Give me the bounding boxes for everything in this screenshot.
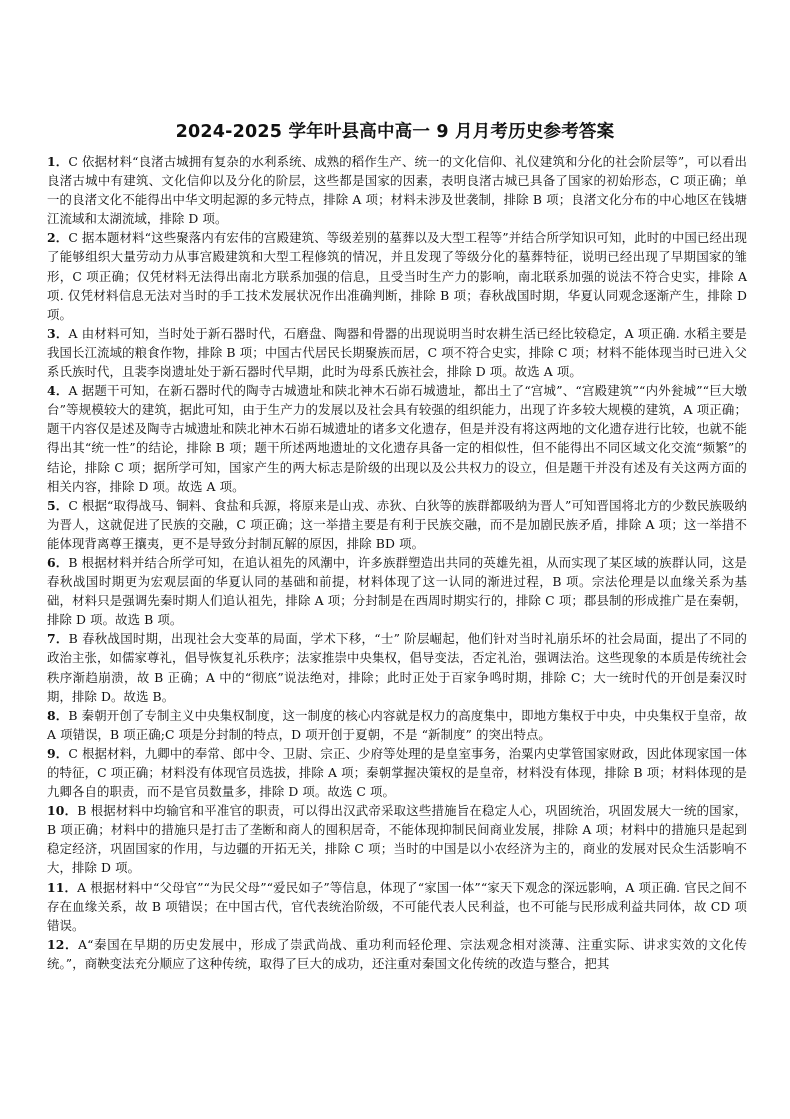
item-number: 1． <box>47 154 69 169</box>
item-number: 10． <box>47 803 78 819</box>
item-number: 2． <box>47 230 69 246</box>
item-number: 9． <box>47 745 69 761</box>
item-text: B 根据材料中均输官和平准官的职责，可以得出汉武帝采取这些措施旨在稳定人心，巩固统治，巩固发展大一统的国家，B 项正确；材料中的措施只是打击了垄断和商人的囤积居奇，不能体现抑制民间商业发展，排除 A 项；材料中的措施只是起到稳定经济，巩固国家的作用，与边疆的开拓无关，排除 C 项；当时的中国是以小农经济为主的，商业的发展对民众生活影响不大，排除 D 项。 <box>47 803 748 876</box>
item-text: B 秦朝开创了专制主义中央集权制度，这一制度的核心内容就是权力的高度集中，即地方集权于中央，中央集权于皇帝，故 A 项错误，B 项正确;C 项是分封制的特点，D 项开创于夏朝，不是 “新制度” 的突出特点。 <box>47 707 747 742</box>
answer-item-2 <box>47 228 747 323</box>
item-text: B 根据材料并结合所学可知，在追认祖先的风潮中，许多族群塑造出共同的英雄先祖，从而实现了某区域的族群认同，这是春秋战国时期更为宏观层面的华夏认同的基础和前提，材料体现了这一认同的渐进过程，B 项。宗法伦理是以血缘关系为基础，材料只是强调先秦时期人们追认祖先，排除 A 项；分封制是在西周时期实行的，排除 C 项；郡县制的形成推广是在秦朝，排除 D 项。故选 B 项。 <box>47 554 747 628</box>
document-title: 2024-2025 学年叶县高中高一 9 月月考历史参考答案 <box>175 122 615 142</box>
answer-item-3 <box>47 324 747 381</box>
item-text: C 依据材料“良渚古城拥有复杂的水利系统、成熟的稻作生产、统一的文化信仰、礼仪建筑和分化的社会阶层等”，可以看出良渚古城中有建筑、文化信仰以及分化的阶层，这些都是国家的因素，表明良渚古城已具备了国家的初始形态，C 项正确；单一的良渚文化不能得出中华文明起源的多元特点，排除 A 项；材料未涉及世袭制，排除 B 项；良渚文化分布的中心地区在钱塘江流域和太湖流域，排除 D 项。 <box>47 154 747 227</box>
answer-item-8 <box>47 706 747 744</box>
item-text: C 据本题材料“这些聚落内有宏伟的宫殿建筑、等级差别的墓葬以及大型工程等”并结合所学知识可知，此时的中国已经出现了能够组织大量劳动力从事宫殿建筑和大型工程修筑的情况，并且发现了等级分化的墓葬特征，说明已经出现了早期国家的雏形，C 项正确；仅凭材料无法得出南北方联系加强的信息，且受当时生产力的影响，南北联系加强的说法不符合史实，排除 A 项. 仅凭材料信息无法对当时的手工技术发展状况作出准确判断，排除 B 项；春秋战国时期，华夏认同观念逐渐产生，排除 D 项。 <box>47 230 747 322</box>
item-text: B 春秋战国时期，出现社会大变革的局面，学术下移，“士” 阶层崛起，他们针对当时礼崩乐坏的社会局面，提出了不同的政治主张，如儒家尊礼，倡导恢复礼乐秩序；法家推崇中央集权，倡导变法，否定礼治，强调法治。这些现象的本质是传统社会秩序渐趋崩溃，故 B 正确；A 中的“彻底”说法绝对，排除；此时正处于百家争鸣时期，排除 C；大一统时代的开创是秦汉时期，排除 D。故选 B。 <box>47 631 747 704</box>
item-number: 5． <box>47 497 69 513</box>
answer-item-7 <box>47 629 747 705</box>
answer-item-12 <box>47 935 747 973</box>
item-text: C 根据“取得战马、铜料、食盐和兵源，将原来是山戎、赤狄、白狄等的族群都吸纳为晋人”可知晋国将北方的少数民族吸纳为晋人，这就促进了民族的交融，C 项正确；这一举措主要是有利于民族交融，而不是加剧民族矛盾，排除 A 项；这一举措不能体现背离尊王攘夷，更不是导致分封制瓦解的原因，排除 BD 项。 <box>47 497 747 551</box>
item-number: 3． <box>47 325 69 341</box>
item-number: 12． <box>47 936 79 952</box>
answer-item-5 <box>47 496 747 553</box>
item-number: 4． <box>47 383 69 399</box>
answer-item-11 <box>47 878 747 935</box>
item-text: A 由材料可知，当时处于新石器时代，石磨盘、陶器和骨器的出现说明当时农耕生活已经比较稳定，A 项正确. 水稻主要是我国长江流域的粮食作物，排除 B 项；中国古代居民长期聚族而居，C 项不符合史实，排除 C 项；材料不能体现当时已进入父系氏族时代，且裴李岗遗址处于新石器时代早期，此时为母系氏族社会，排除 D 项。故选 A 项。 <box>47 325 747 380</box>
answer-item-10 <box>47 801 747 877</box>
item-text: C 根据材料，九卿中的奉常、郎中令、卫尉、宗正、少府等处理的是皇室事务，治粟内史掌管国家财政，因此体现家国一体的特征，C 项正确；材料没有体现官员选拔，排除 A 项；秦朝掌握决策权的是皇帝，材料没有体现，排除 B 项；材料体现的是九卿各自的职责，而不是官员数量多，排除 D 项。故选 C 项。 <box>47 745 747 800</box>
answer-item-9 <box>47 744 747 801</box>
answer-item-6 <box>47 553 747 629</box>
item-number: 6． <box>47 554 69 570</box>
item-number: 7． <box>47 631 69 647</box>
answer-list <box>47 152 747 973</box>
item-number: 11． <box>47 879 78 895</box>
item-number: 8． <box>47 707 69 723</box>
answer-item-1 <box>47 152 747 228</box>
item-text: A“秦国在早期的历史发展中，形成了崇武尚战、重功利而轻伦理、宗法观念相对淡薄、注重实际、讲求实效的文化传统。”，商鞅变法充分顺应了这种传统，取得了巨大的成功，还注重对秦国文化传统的改造与整合，把其 <box>47 936 747 971</box>
item-text: A 根据材料中“父母官”“为民父母”“爱民如子”等信息，体现了“家国一体”“家天下观念的深远影响，A 项正确. 官民之间不存在血缘关系，故 B 项错误；在中国古代，官代表统治阶级，不可能代表人民利益，也不可能与民形成利益共同体，故 CD 项错误。 <box>47 879 748 933</box>
answer-item-4 <box>47 381 747 496</box>
item-text: A 据题干可知，在新石器时代的陶寺古城遗址和陕北神木石峁石城遗址，都出土了“宫城”、“宫殿建筑”“内外瓮城”“巨大墩台”等规模较大的建筑，据此可知，由于生产力的发展以及社会具有较强的组织能力，出现了许多较大规模的建筑，A 项正确；题干内容仅是述及陶寺古城遗址和陕北神木石峁石城遗址的诸多文化遗存，但是并没有将这两地的文化遗存进行比较，也就不能得出其“统一性”的结论，排除 B 项；题干所述两地遗址的文化遗存具备一定的相似性，但不能得出不同区域文化交流“频繁”的结论，排除 C 项；据所学可知，国家产生的两大标志是阶级的出现以及公共权力的设立，但是题干并没有述及有关这两方面的相关内容，排除 D 项。故选 A 项。 <box>47 383 748 494</box>
